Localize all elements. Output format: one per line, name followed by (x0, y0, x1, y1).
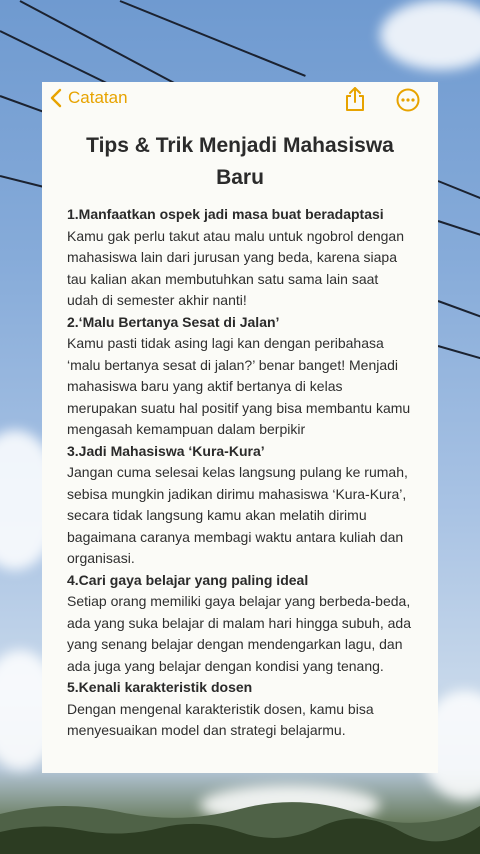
treeline-hills (0, 794, 480, 854)
note-body[interactable] (42, 204, 438, 742)
section-paragraph: Kamu gak perlu takut atau malu untuk ngobrol dengan mahasiswa lain dari jurusan yang beda, karena siapa tau kalian akan membutuhkan satu sama lain saat udah di semester akhir nanti! (67, 227, 405, 308)
note-section (67, 677, 412, 742)
ellipsis-circle-icon (396, 88, 420, 112)
chevron-left-icon (50, 88, 62, 108)
note-section (67, 204, 412, 312)
note-section (67, 312, 412, 441)
notes-toolbar (42, 82, 438, 118)
section-paragraph: Jangan cuma selesai kelas langsung pulang ke rumah, sebisa mungkin jadikan dirimu mahasiswa ‘Kura-Kura’, secara tidak langsung kamu akan melatih dirimu bagaimana caranya membagi waktu antara kuliah dan organisasi. (67, 464, 408, 566)
sky-cloud (380, 0, 480, 70)
share-button[interactable] (344, 86, 366, 117)
section-heading: 3.Jadi Mahasiswa ‘Kura-Kura’ (67, 442, 265, 459)
section-heading: 1.Manfaatkan ospek jadi masa buat beradaptasi (67, 206, 384, 222)
power-line (438, 300, 480, 322)
share-icon (344, 86, 366, 112)
section-heading: 2.‘Malu Bertanya Sesat di Jalan’ (67, 313, 280, 330)
power-line (0, 95, 47, 114)
power-line (438, 180, 480, 204)
more-options-button[interactable] (396, 88, 420, 117)
note-section (67, 570, 412, 678)
section-paragraph: Dengan mengenal karakteristik dosen, kamu bisa menyesuaikan model dan strategi belajarmu. (67, 700, 374, 738)
section-heading: 4.Cari gaya belajar yang paling ideal (67, 571, 309, 588)
section-paragraph: Setiap orang memiliki gaya belajar yang berbeda-beda, ada yang suka belajar di malam hari hingga subuh, ada yang senang belajar dengan mendengarkan lagu, dan ada juga yang belajar dengan kondisi yang tenang. (67, 593, 412, 674)
section-heading: 5.Kenali karakteristik dosen (67, 679, 253, 695)
back-button[interactable] (50, 88, 128, 108)
power-line (120, 0, 306, 77)
note-card (42, 82, 438, 773)
note-section (67, 441, 412, 570)
section-paragraph: Kamu pasti tidak asing lagi kan dengan peribahasa ‘malu bertanya sesat di jalan?’ benar banget! Menjadi mahasiswa baru yang aktif bertanya di kelas merupakan suatu hal positif yang bisa membantu kamu mengasah kemampuan dalam berpikir (67, 335, 411, 437)
note-title: Tips & Trik Menjadi Mahasiswa Baru (86, 134, 394, 189)
back-label: Catatan (68, 88, 128, 107)
power-line (438, 220, 480, 240)
power-line (438, 345, 480, 363)
